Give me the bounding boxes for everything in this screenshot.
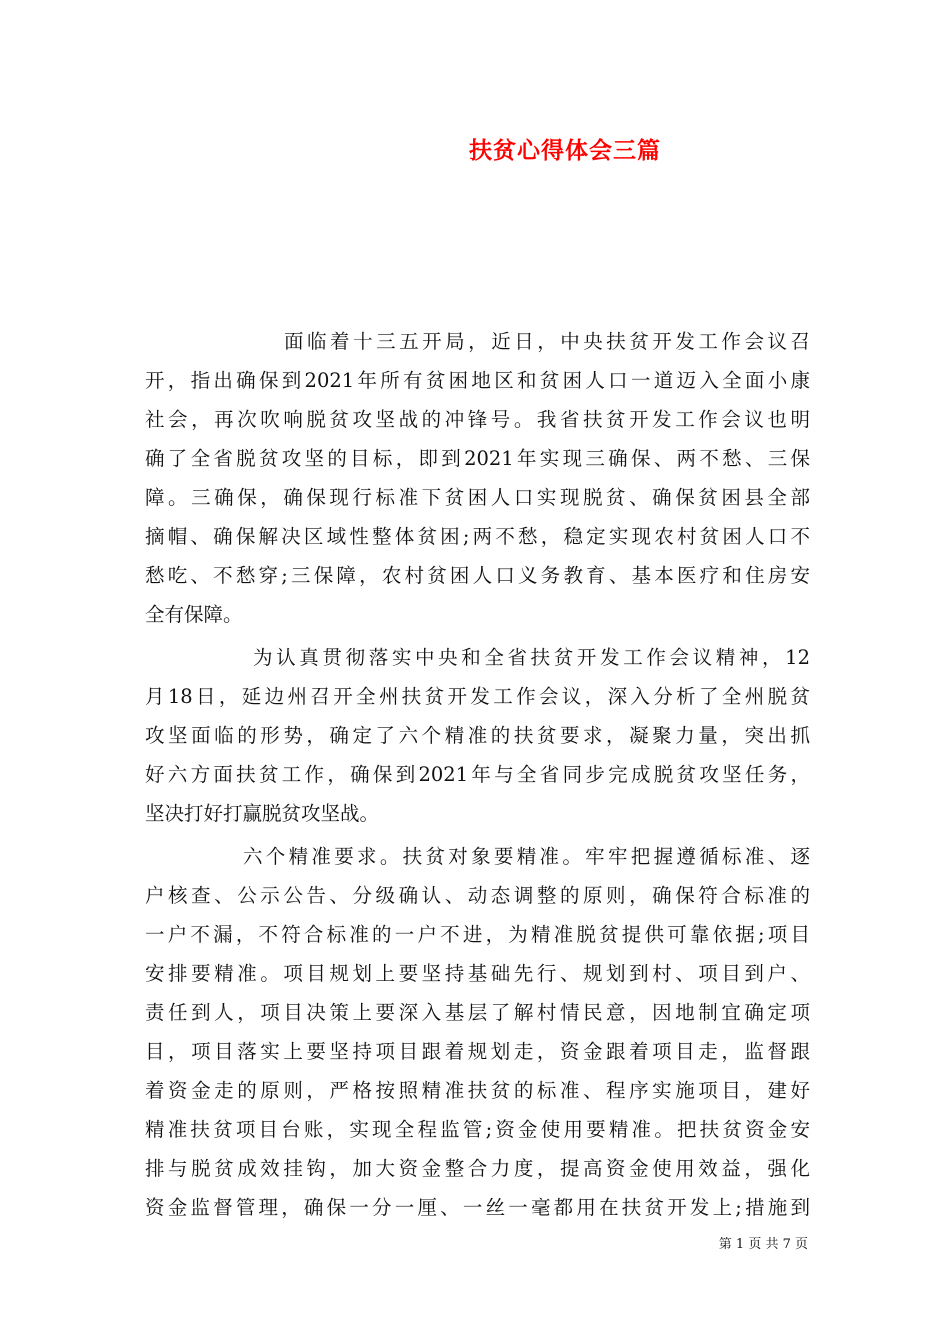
text-line: 目，项目落实上要坚持项目跟着规划走，资金跟着项目走，监督跟 [145,1040,810,1063]
text-line: 责任到人，项目决策上要深入基层了解村情民意，因地制宜确定项 [145,1001,810,1024]
text-line: 为认真贯彻落实中央和全省扶贫开发工作会议精神，12 [253,646,810,669]
text-line: 六个精准要求。扶贫对象要精准。牢牢把握遵循标准、逐 [243,845,810,868]
paragraph-2 [145,638,810,833]
paragraph-1 [145,322,810,634]
document-body [145,322,810,1227]
text-line: 坚决打好打赢脱贫攻坚战。 [145,802,380,825]
text-line: 精准扶贫项目台账，实现全程监管;资金使用要精准。把扶贫资金安 [145,1118,810,1141]
text-line: 确了全省脱贫攻坚的目标，即到2021年实现三确保、两不愁、三保 [145,447,810,470]
text-line: 全有保障。 [145,603,243,626]
text-line: 排与脱贫成效挂钩，加大资金整合力度，提高资金使用效益，强化 [145,1157,810,1180]
text-line: 开，指出确保到2021年所有贫困地区和贫困人口一道迈入全面小康 [145,369,810,392]
text-line: 攻坚面临的形势，确定了六个精准的扶贫要求，凝聚力量，突出抓 [145,724,810,747]
text-line: 户核查、公示公告、分级确认、动态调整的原则，确保符合标准的 [145,884,810,907]
text-line: 资金监督管理，确保一分一厘、一丝一毫都用在扶贫开发上;措施到 [145,1196,810,1219]
text-line: 面临着十三五开局，近日，中央扶贫开发工作会议召 [284,330,810,353]
text-line: 愁吃、不愁穿;三保障，农村贫困人口义务教育、基本医疗和住房安 [145,564,810,587]
document-title: 扶贫心得体会三篇 [469,137,661,164]
text-line: 社会，再次吹响脱贫攻坚战的冲锋号。我省扶贫开发工作会议也明 [145,408,810,431]
text-line: 月18日，延边州召开全州扶贫开发工作会议，深入分析了全州脱贫 [145,685,810,708]
text-line: 安排要精准。项目规划上要坚持基础先行、规划到村、项目到户、 [145,962,810,985]
text-line: 摘帽、确保解决区域性整体贫困;两不愁，稳定实现农村贫困人口不 [145,525,810,548]
page-number: 第 1 页 共 7 页 [718,1237,808,1252]
text-line: 障。三确保，确保现行标准下贫困人口实现脱贫、确保贫困县全部 [145,486,810,509]
text-line: 一户不漏，不符合标准的一户不进，为精准脱贫提供可靠依据;项目 [145,923,810,946]
text-line: 好六方面扶贫工作，确保到2021年与全省同步完成脱贫攻坚任务， [145,763,810,786]
text-line: 着资金走的原则，严格按照精准扶贫的标准、程序实施项目，建好 [145,1079,810,1102]
paragraph-3 [145,837,810,1227]
